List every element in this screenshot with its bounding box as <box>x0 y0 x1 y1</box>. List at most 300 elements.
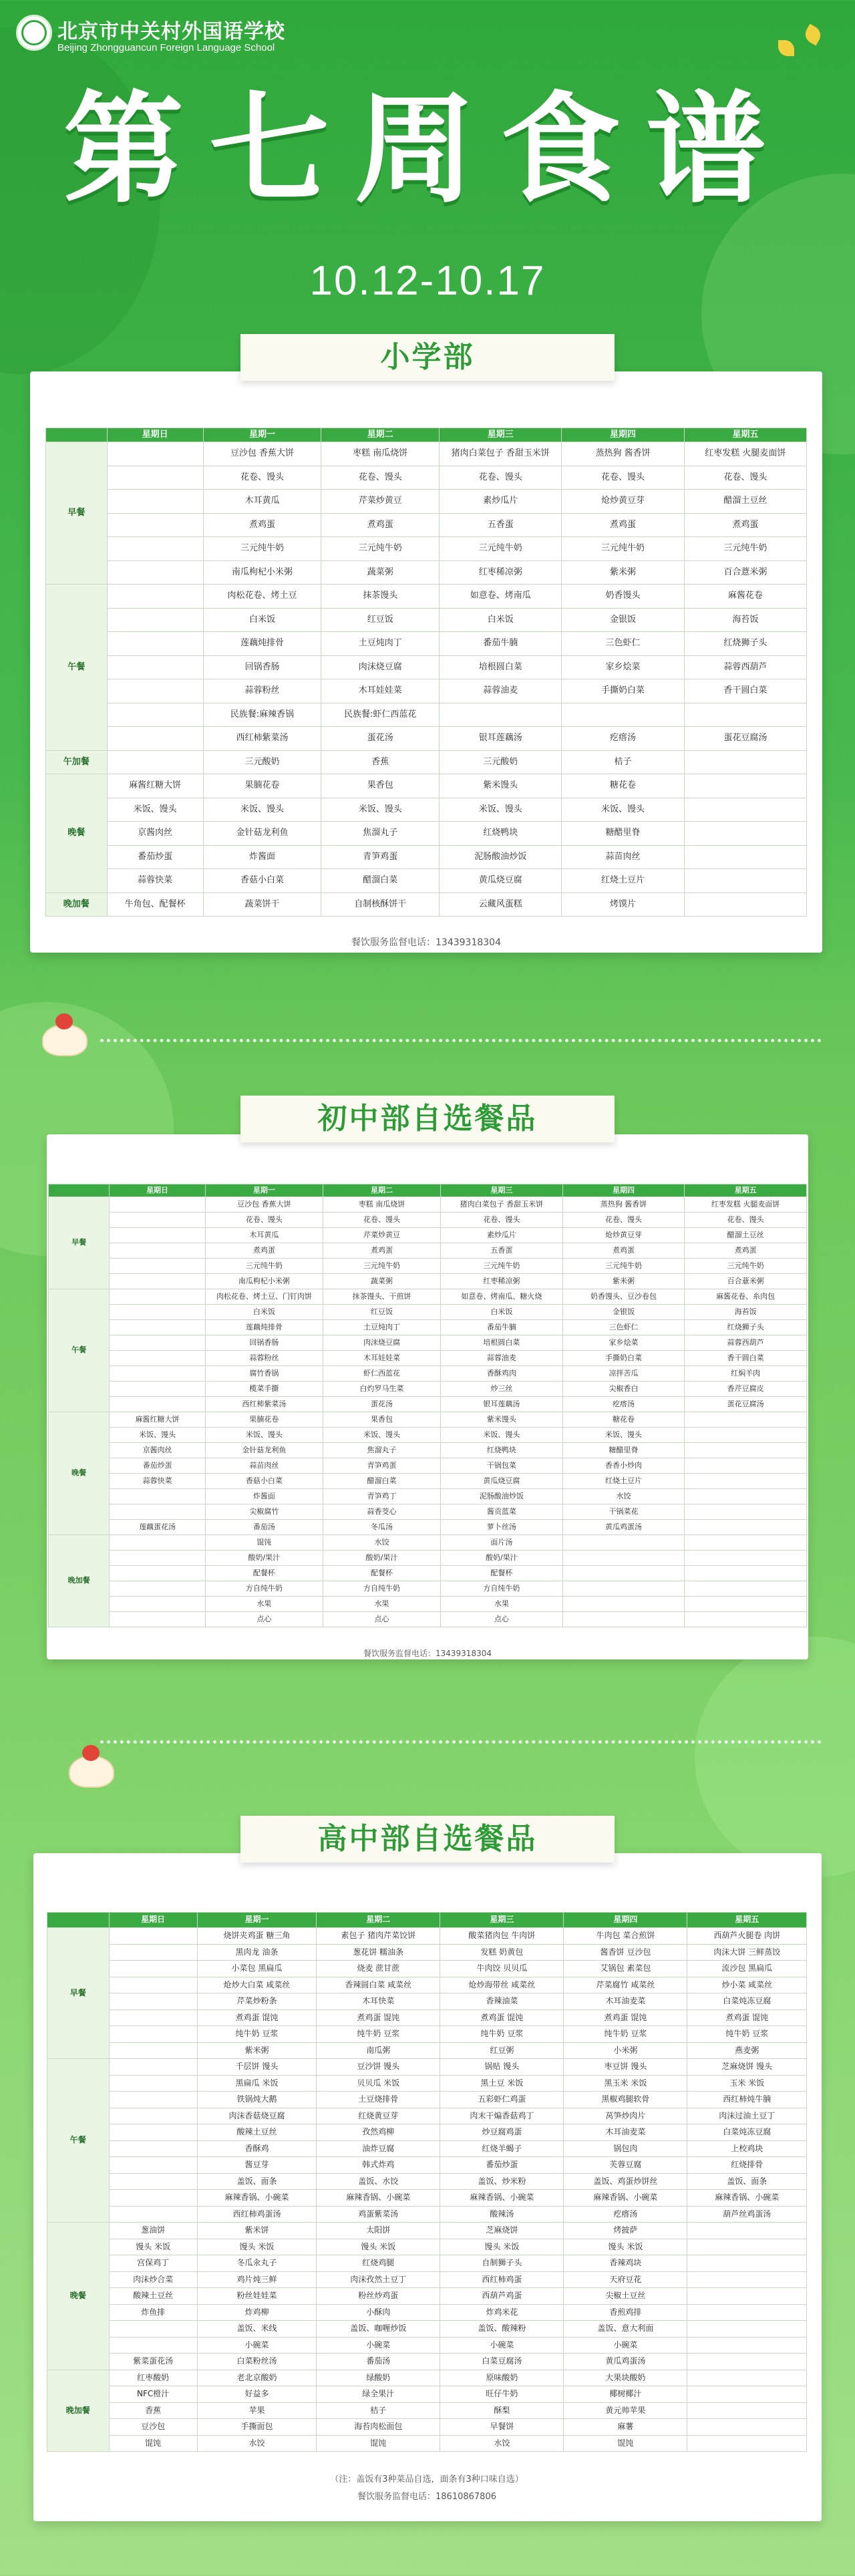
menu-cell: 鸡蛋紫菜汤 <box>317 2206 440 2223</box>
menu-cell: 蒜蓉西葫芦 <box>684 655 806 679</box>
menu-cell: 三元酸奶 <box>440 750 562 774</box>
menu-cell: 煮鸡蛋 <box>203 513 321 537</box>
menu-cell: 肉沫香菇烧豆腐 <box>197 2108 316 2124</box>
menu-cell: 早餐饼 <box>440 2419 564 2436</box>
header-cell: 星期日 <box>107 428 203 442</box>
header-cell: 星期五 <box>685 1184 807 1197</box>
menu-cell: 米饭、馒头 <box>323 1428 440 1443</box>
menu-cell: 红烧狮子头 <box>685 1320 807 1335</box>
table-row <box>49 1320 807 1335</box>
menu-cell: 西红柿炖牛腩 <box>687 2092 807 2108</box>
menu-cell <box>110 1259 206 1274</box>
header-cell: 星期四 <box>564 1913 687 1928</box>
menu-cell: 番茄炒蛋 <box>440 2157 564 2174</box>
table-row <box>46 537 807 561</box>
menu-cell <box>110 1197 206 1213</box>
meal-label: 晚餐 <box>47 2223 110 2370</box>
menu-cell: 西葫芦鸡蛋 <box>440 2288 564 2305</box>
menu-cell: 香芹豆腐皮 <box>685 1382 807 1397</box>
menu-cell <box>685 1412 807 1428</box>
menu-cell: 三元纯牛奶 <box>684 537 806 561</box>
menu-cell: 紫米馒头 <box>440 774 562 798</box>
menu-cell: 葱油饼 <box>109 2223 197 2239</box>
menu-cell: 香菇小白菜 <box>205 1474 323 1489</box>
menu-cell <box>685 1504 807 1520</box>
menu-cell: 手撕奶白菜 <box>562 1351 685 1366</box>
menu-cell <box>110 1397 206 1412</box>
menu-cell: 糖醋里脊 <box>562 1443 685 1458</box>
table-row <box>46 869 807 893</box>
menu-cell: 三元纯牛奶 <box>685 1259 807 1274</box>
menu-cell <box>107 513 203 537</box>
menu-cell: 烧麦 蔗甘蔗 <box>317 1961 440 1977</box>
menu-cell: 葱花饼 糯油条 <box>317 1944 440 1961</box>
menu-cell <box>687 2386 807 2403</box>
menu-cell <box>109 1977 197 1993</box>
table-row <box>49 1551 807 1566</box>
table-row <box>47 1977 807 1993</box>
menu-cell: 麻辣香锅、小碗菜 <box>440 2190 564 2207</box>
header-cell: 星期三 <box>440 428 562 442</box>
menu-cell: 配餐杯 <box>205 1566 323 1581</box>
menu-cell: 三元纯牛奶 <box>562 537 684 561</box>
menu-cell: 炒小菜 咸菜丝 <box>687 1977 807 1993</box>
meal-label: 午加餐 <box>46 750 108 774</box>
menu-cell: 炸鸡米花 <box>440 2304 564 2321</box>
menu-cell <box>110 1504 206 1520</box>
table-row <box>49 1504 807 1520</box>
menu-cell: 蒜蓉粉丝 <box>205 1351 323 1366</box>
table-row <box>49 1197 807 1213</box>
menu-cell: 酥梨 <box>440 2402 564 2419</box>
menu-cell: 小碗菜 <box>564 2337 687 2354</box>
menu-cell <box>107 703 203 727</box>
menu-cell: 干锅菜花 <box>562 1504 685 1520</box>
menu-cell <box>109 2157 197 2174</box>
menu-cell: 米饭、馒头 <box>562 1428 685 1443</box>
menu-cell <box>110 1612 206 1627</box>
school-logo-icon <box>16 15 52 51</box>
menu-cell <box>685 1581 807 1597</box>
menu-cell: 紫米馒头 <box>441 1412 563 1428</box>
menu-cell: 水饺 <box>562 1489 685 1504</box>
menu-cell <box>684 822 806 846</box>
menu-cell: 香辣圆白菜 咸菜丝 <box>317 1977 440 1993</box>
table-header <box>49 1184 807 1197</box>
menu-cell <box>687 2337 807 2354</box>
menu-cell <box>685 1551 807 1566</box>
footer-phone-primary: 餐饮服务监督电话：13439318304 <box>351 937 501 948</box>
menu-cell: 如意卷、烤南瓜 <box>440 585 562 609</box>
menu-cell <box>107 442 203 466</box>
menu-cell: 蛋花汤 <box>323 1397 440 1412</box>
meal-label: 晚加餐 <box>49 1535 110 1627</box>
meal-label: 午餐 <box>47 2059 110 2223</box>
menu-cell: 牛肉包 菜合煎饼 <box>564 1928 687 1945</box>
menu-cell: 枣豆饼 馒头 <box>564 2059 687 2076</box>
meal-label: 晚加餐 <box>47 2370 110 2452</box>
menu-cell: 锅贴 馒头 <box>440 2059 564 2076</box>
menu-cell <box>687 2370 807 2386</box>
header-cell <box>47 1913 110 1928</box>
menu-cell <box>685 1535 807 1551</box>
menu-cell: 金银饭 <box>562 608 684 632</box>
table-row <box>49 1228 807 1243</box>
table-row <box>46 750 807 774</box>
menu-cell: 焦溜丸子 <box>321 822 440 846</box>
menu-cell: 自制核酥饼干 <box>321 893 440 917</box>
table-row <box>46 679 807 703</box>
menu-cell <box>110 1597 206 1612</box>
menu-cell <box>109 1928 197 1945</box>
meal-label: 早餐 <box>46 442 108 585</box>
menu-cell: 花卷、馒头 <box>323 1213 440 1228</box>
menu-cell: 蒜苗肉丝 <box>205 1458 323 1474</box>
menu-cell <box>109 2059 197 2076</box>
menu-cell: 馄饨 <box>564 2435 687 2452</box>
menu-cell: 花卷、馒头 <box>441 1213 563 1228</box>
header-cell: 星期一 <box>203 428 321 442</box>
menu-cell: 蒸热狗 酱香饼 <box>562 1197 685 1213</box>
menu-cell <box>110 1289 206 1305</box>
menu-cell: 香辣鸡块 <box>564 2255 687 2272</box>
menu-cell <box>684 893 806 917</box>
menu-cell <box>687 2271 807 2288</box>
menu-cell <box>109 2321 197 2338</box>
menu-cell: 白菜豆腐汤 <box>440 2354 564 2370</box>
menu-cell: 五香蛋 <box>441 1243 563 1259</box>
menu-cell: 牛肉饺 贝贝瓜 <box>440 1961 564 1977</box>
menu-cell: 尖椒腐竹 <box>205 1504 323 1520</box>
menu-cell: 紫米粥 <box>197 2042 316 2059</box>
table-row <box>47 2009 807 2026</box>
table-row <box>46 774 807 798</box>
header-cell: 星期五 <box>684 428 806 442</box>
table-row <box>49 1351 807 1366</box>
menu-cell: 贝贝瓜 米饭 <box>317 2075 440 2092</box>
menu-cell: 煮鸡蛋 馄饨 <box>317 2009 440 2026</box>
menu-cell: 三元纯牛奶 <box>323 1259 440 1274</box>
menu-cell <box>684 869 806 893</box>
table-row <box>46 632 807 656</box>
menu-cell <box>687 2255 807 2272</box>
menu-cell <box>684 750 806 774</box>
menu-cell: 土豆炖肉丁 <box>323 1320 440 1335</box>
cake-icon <box>63 1744 117 1790</box>
menu-cell <box>109 2124 197 2141</box>
menu-cell <box>110 1535 206 1551</box>
table-row <box>47 2206 807 2223</box>
menu-cell: 香酥鸡肉 <box>441 1366 563 1382</box>
menu-cell: 白菜粉丝汤 <box>197 2354 316 2370</box>
menu-cell: 水果 <box>441 1597 563 1612</box>
header-cell: 星期二 <box>323 1184 440 1197</box>
menu-cell: 黄瓜鸡蛋汤 <box>562 1520 685 1535</box>
table-row <box>47 2271 807 2288</box>
menu-cell: 锅包肉 <box>564 2140 687 2157</box>
menu-cell: 绿全果汁 <box>317 2386 440 2403</box>
leaf-icon <box>802 24 824 46</box>
menu-cell <box>110 1566 206 1581</box>
menu-cell: 焦溜丸子 <box>323 1443 440 1458</box>
table-row <box>49 1443 807 1458</box>
meal-label: 早餐 <box>49 1197 110 1289</box>
table-row <box>49 1259 807 1274</box>
menu-cell <box>562 1612 685 1627</box>
menu-cell: 木耳快菜 <box>317 1993 440 2010</box>
table-row <box>49 1289 807 1305</box>
menu-cell: 抹茶馒头 <box>321 585 440 609</box>
menu-cell: 桔子 <box>317 2402 440 2419</box>
menu-cell: 凉拌苦瓜 <box>562 1366 685 1382</box>
menu-cell: 馄饨 <box>109 2435 197 2452</box>
menu-cell: 土豆炖肉丁 <box>321 632 440 656</box>
menu-cell: 桔子 <box>562 750 684 774</box>
menu-cell: 蛋花汤 <box>321 727 440 751</box>
menu-cell: 米饭、馒头 <box>562 798 684 822</box>
table-row <box>47 2419 807 2436</box>
header-cell <box>49 1184 110 1197</box>
menu-cell <box>109 2042 197 2059</box>
menu-cell: 蔬菜饼干 <box>203 893 321 917</box>
menu-cell: 玉米 米饭 <box>687 2075 807 2092</box>
menu-cell: 炸酱面 <box>205 1489 323 1504</box>
menu-cell <box>687 2223 807 2239</box>
menu-cell: 木耳油麦菜 <box>564 2124 687 2141</box>
menu-cell: 京酱肉丝 <box>107 822 203 846</box>
menu-cell: 盖饭、面条 <box>687 2173 807 2190</box>
menu-cell: 红烧狮子头 <box>684 632 806 656</box>
meal-label: 晚餐 <box>49 1412 110 1535</box>
footer-phone-high: 餐饮服务监督电话：18610867806 <box>357 2492 496 2502</box>
menu-cell: 海苔饭 <box>684 608 806 632</box>
menu-cell <box>440 703 562 727</box>
menu-cell: 方自纯牛奶 <box>323 1581 440 1597</box>
menu-cell: 麻酱花卷、糸肉包 <box>685 1289 807 1305</box>
table-row <box>49 1489 807 1504</box>
menu-cell: 煮鸡蛋 <box>562 1243 685 1259</box>
menu-cell: 白灼罗马生菜 <box>323 1382 440 1397</box>
menu-cell: 酸辣土豆丝 <box>109 2288 197 2305</box>
menu-cell: 西红柿紫菜汤 <box>203 727 321 751</box>
menu-cell: 素炒瓜片 <box>440 490 562 514</box>
menu-cell: 米饭、馒头 <box>110 1428 206 1443</box>
menu-cell: 番茄汤 <box>205 1520 323 1535</box>
menu-cell: 蒸热狗 酱香饼 <box>562 442 684 466</box>
menu-cell: 点心 <box>323 1612 440 1627</box>
header <box>0 0 855 334</box>
menu-cell: 五彩虾仁鸡蛋 <box>440 2092 564 2108</box>
menu-cell: 小酥肉 <box>317 2304 440 2321</box>
menu-cell <box>109 2206 197 2223</box>
menu-cell: 肉松花卷、烤土豆、门钉肉饼 <box>205 1289 323 1305</box>
menu-cell <box>109 2140 197 2157</box>
menu-cell: 豆沙饼 馒头 <box>317 2059 440 2076</box>
menu-cell <box>685 1597 807 1612</box>
table-row <box>46 442 807 466</box>
menu-cell <box>687 2419 807 2436</box>
table-row <box>47 2239 807 2255</box>
meal-label: 早餐 <box>47 1928 110 2059</box>
table-row <box>49 1535 807 1551</box>
menu-cell: 糖花卷 <box>562 1412 685 1428</box>
meal-label: 午餐 <box>46 585 108 751</box>
menu-cell: 肉沫炒合菜 <box>109 2271 197 2288</box>
menu-cell: 红豆粥 <box>440 2042 564 2059</box>
menu-cell: 红烧鸡腿 <box>317 2255 440 2272</box>
menu-cell <box>562 1581 685 1597</box>
table-row <box>47 2288 807 2305</box>
menu-cell: 艾锅包 素菜包 <box>564 1961 687 1977</box>
menu-cell: NFC橙汁 <box>109 2386 197 2403</box>
table-row <box>47 2386 807 2403</box>
menu-cell: 红焖羊肉 <box>685 1366 807 1382</box>
menu-cell: 煮鸡蛋 <box>323 1243 440 1259</box>
table-row <box>47 2370 807 2386</box>
menu-cell: 米饭、馒头 <box>321 798 440 822</box>
menu-cell: 回锅香肠 <box>203 655 321 679</box>
menu-cell: 纯牛奶 豆浆 <box>197 2026 316 2043</box>
menu-cell <box>687 2288 807 2305</box>
table-row <box>47 2140 807 2157</box>
menu-cell: 花卷、馒头 <box>685 1213 807 1228</box>
menu-cell: 南瓜枸杞小米粥 <box>203 560 321 585</box>
table-row <box>46 513 807 537</box>
menu-cell: 枣糕 南瓜烧饼 <box>321 442 440 466</box>
menu-cell: 酸辣汤 <box>440 2206 564 2223</box>
menu-cell: 宫保鸡丁 <box>109 2255 197 2272</box>
menu-cell: 京酱肉丝 <box>110 1443 206 1458</box>
menu-cell: 青笋鸡蛋 <box>321 845 440 869</box>
menu-cell: 水饺 <box>323 1535 440 1551</box>
menu-cell: 金针菇龙利鱼 <box>203 822 321 846</box>
menu-cell: 莴笋炒肉片 <box>564 2108 687 2124</box>
menu-cell: 榄菜手撕 <box>205 1382 323 1397</box>
menu-cell: 点心 <box>205 1612 323 1627</box>
header-cell: 星期二 <box>317 1913 440 1928</box>
menu-cell <box>107 490 203 514</box>
table-header <box>46 428 807 442</box>
menu-table-high <box>47 1912 807 2452</box>
menu-cell <box>109 2075 197 2092</box>
menu-cell: 馄饨 <box>317 2435 440 2452</box>
menu-cell: 百合薏米粥 <box>685 1274 807 1289</box>
header-cell: 星期日 <box>109 1913 197 1928</box>
table-row <box>47 2026 807 2043</box>
menu-cell: 抹茶馒头、干煎饼 <box>323 1289 440 1305</box>
table-row <box>49 1428 807 1443</box>
header-cell <box>46 428 108 442</box>
menu-cell: 肉松花卷、烤土豆 <box>203 585 321 609</box>
menu-cell: 老北京酸奶 <box>197 2370 316 2386</box>
menu-cell: 豆沙包 香蕉大饼 <box>203 442 321 466</box>
table-row <box>49 1382 807 1397</box>
table-row <box>49 1274 807 1289</box>
table-row <box>49 1520 807 1535</box>
menu-cell: 木耳娃娃菜 <box>321 679 440 703</box>
menu-cell: 麻酱花卷 <box>684 585 806 609</box>
menu-cell: 香蕉 <box>321 750 440 774</box>
menu-cell: 家乡烩菜 <box>562 655 684 679</box>
menu-cell: 米饭、馒头 <box>203 798 321 822</box>
menu-cell: 回锅香肠 <box>205 1335 323 1351</box>
menu-cell: 煮鸡蛋 <box>684 513 806 537</box>
menu-cell: 香干圆白菜 <box>685 1351 807 1366</box>
section-title-high: 高中部自选餐品 <box>240 1816 615 1863</box>
menu-cell: 干锅包菜 <box>441 1458 563 1474</box>
menu-cell <box>110 1305 206 1320</box>
table-row <box>49 1566 807 1581</box>
menu-cell <box>684 774 806 798</box>
menu-cell: 米饭、馒头 <box>107 798 203 822</box>
menu-cell: 果腩花卷 <box>203 774 321 798</box>
menu-cell: 蒜蓉快菜 <box>107 869 203 893</box>
menu-cell: 素包子 猪肉芹菜饺饼 <box>317 1928 440 1945</box>
table-row <box>47 1961 807 1977</box>
menu-cell: 盖饭、面条 <box>197 2173 316 2190</box>
table-row <box>49 1612 807 1627</box>
menu-cell: 炸酱面 <box>203 845 321 869</box>
menu-cell: 水果 <box>323 1597 440 1612</box>
menu-cell <box>109 2092 197 2108</box>
menu-cell <box>110 1551 206 1566</box>
table-row <box>47 1993 807 2010</box>
menu-cell: 花卷、馒头 <box>440 466 562 490</box>
header-cell: 星期三 <box>440 1913 564 1928</box>
menu-cell: 酸辣土豆丝 <box>197 2124 316 2141</box>
header-cell: 星期四 <box>562 1184 685 1197</box>
menu-cell: 泥肠酸油炒饭 <box>440 845 562 869</box>
menu-cell <box>687 2304 807 2321</box>
header-cell: 星期一 <box>197 1913 316 1928</box>
menu-cell: 炝炒大白菜 咸菜丝 <box>197 1977 316 1993</box>
menu-cell: 黑土豆 米饭 <box>440 2075 564 2092</box>
menu-cell: 红枣稀凉粥 <box>441 1274 563 1289</box>
menu-cell: 花卷、馒头 <box>203 466 321 490</box>
menu-cell <box>109 1944 197 1961</box>
menu-cell: 流沙包 黑扁瓜 <box>687 1961 807 1977</box>
menu-cell: 酱贡蓝菜 <box>441 1504 563 1520</box>
table-row <box>49 1366 807 1382</box>
menu-cell: 蛋花豆腐汤 <box>685 1397 807 1412</box>
menu-cell: 金银饭 <box>562 1305 685 1320</box>
menu-cell: 紫菜蛋花汤 <box>109 2354 197 2370</box>
menu-cell: 民族餐:虾仁西蓝花 <box>321 703 440 727</box>
meal-label: 晚加餐 <box>46 893 108 917</box>
menu-cell: 芹菜腐竹 咸菜丝 <box>564 1977 687 1993</box>
menu-cell: 蒜蓉油麦 <box>441 1351 563 1366</box>
table-row <box>47 2059 807 2076</box>
menu-cell: 炸鸡柳 <box>197 2304 316 2321</box>
menu-cell: 培根圆白菜 <box>441 1335 563 1351</box>
table-row <box>47 2354 807 2370</box>
menu-cell: 醋溜土豆丝 <box>684 490 806 514</box>
menu-cell <box>107 750 203 774</box>
menu-cell: 煮鸡蛋 馄饨 <box>687 2009 807 2026</box>
menu-cell: 红烧羊蝎子 <box>440 2140 564 2157</box>
table-row <box>49 1305 807 1320</box>
menu-cell <box>562 703 684 727</box>
menu-cell: 花卷、馒头 <box>562 1213 685 1228</box>
menu-cell <box>687 2354 807 2370</box>
menu-cell: 金针菇龙利鱼 <box>205 1443 323 1458</box>
menu-cell: 三元纯牛奶 <box>205 1259 323 1274</box>
table-row <box>49 1335 807 1351</box>
menu-cell <box>110 1213 206 1228</box>
menu-cell: 麻辣香锅、小碗菜 <box>317 2190 440 2207</box>
cake-icon <box>37 1012 90 1059</box>
menu-cell: 大果块酸奶 <box>564 2370 687 2386</box>
